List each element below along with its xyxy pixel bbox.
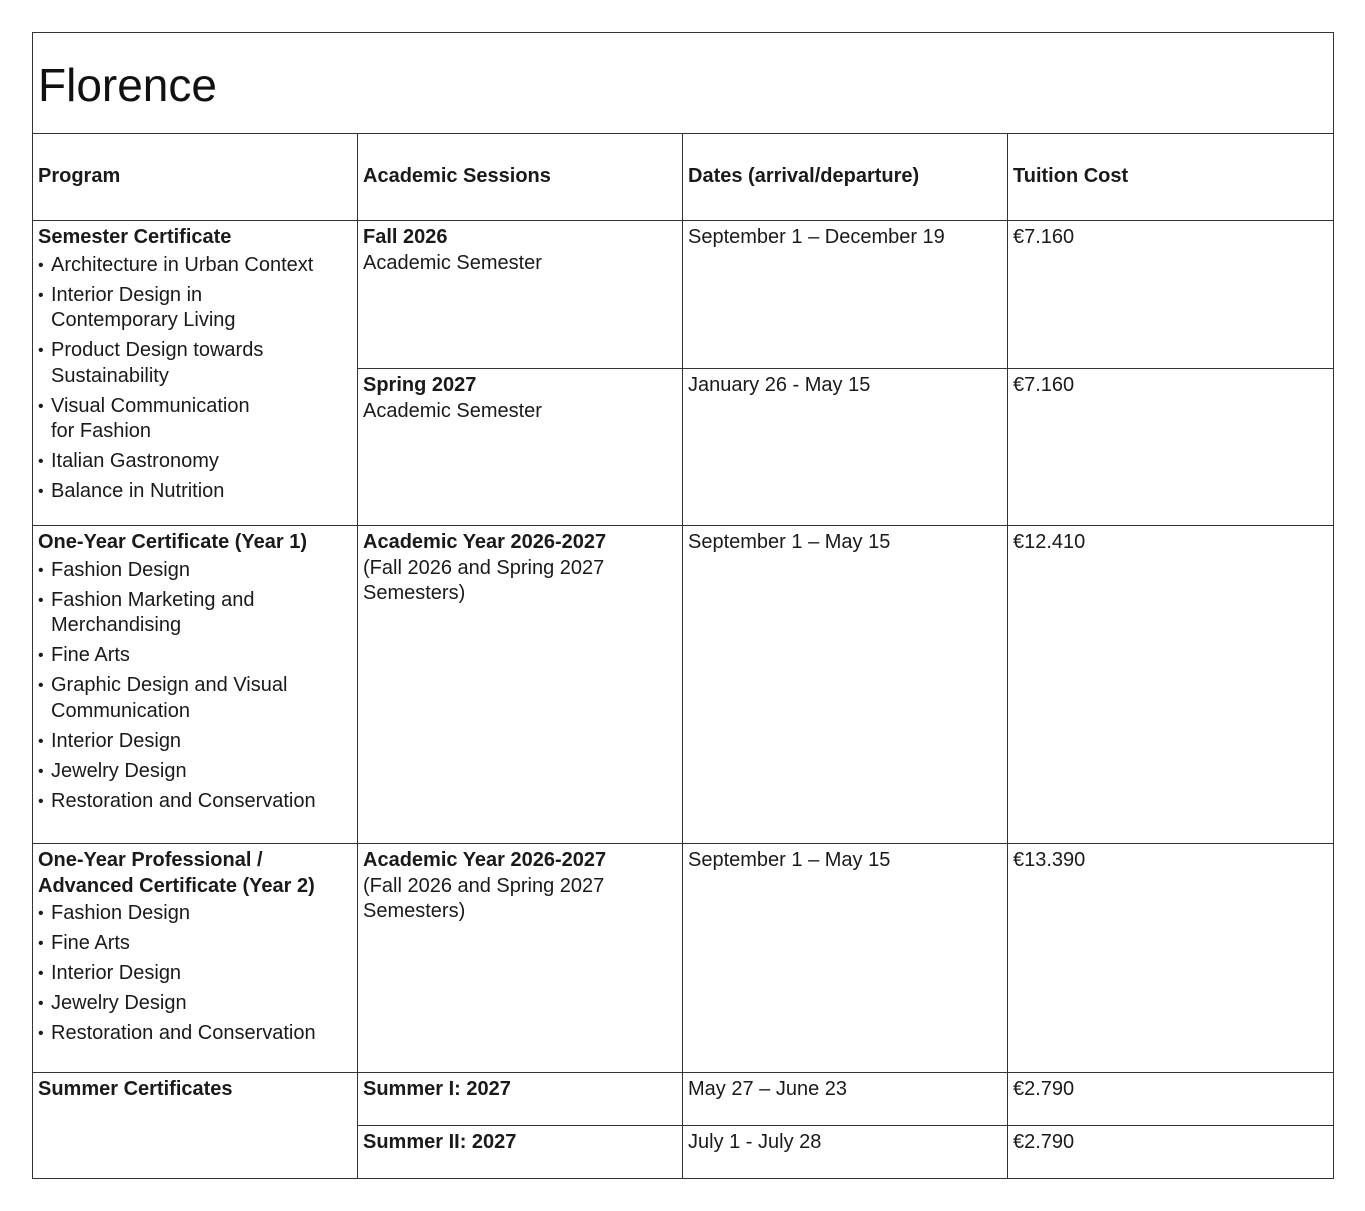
list-item: • Jewelry Design [38, 759, 352, 785]
list-item: • Fine Arts [38, 931, 352, 957]
program-list [38, 558, 352, 815]
list-item: • Product Design towards Sustainability [38, 338, 296, 389]
session-subtitle: (Fall 2026 and Spring 2027 Semesters) [363, 556, 605, 604]
program-title: Semester Certificate [38, 226, 232, 248]
program-title: Summer Certificates [38, 1078, 233, 1100]
header-program: Program [33, 134, 358, 221]
list-item: • Architecture in Urban Context [38, 253, 352, 279]
tuition-cell: €13.390 [1008, 844, 1334, 1073]
dates-cell: September 1 – May 15 [683, 526, 1008, 844]
list-item: • Interior Design [38, 729, 352, 755]
session-cell [358, 221, 683, 369]
program-title: One-Year Professional / Advanced Certificate (Year 2) [38, 849, 315, 897]
dates-cell: May 27 – June 23 [683, 1073, 1008, 1126]
page-title: Florence [38, 59, 217, 111]
dates-cell: January 26 - May 15 [683, 369, 1008, 526]
list-item: • Interior Design in Contemporary Living [38, 283, 251, 334]
header-dates: Dates (arrival/departure) [683, 134, 1008, 221]
dates-cell: September 1 – December 19 [683, 221, 1008, 369]
program-list [38, 253, 352, 505]
session-title: Summer I: 2027 [363, 1078, 511, 1100]
session-title: Fall 2026 [363, 226, 448, 248]
list-item: • Fashion Design [38, 558, 352, 584]
table-row-year2 [33, 844, 1334, 1073]
list-item: • Italian Gastronomy [38, 449, 352, 475]
session-title: Academic Year 2026-2027 [363, 531, 607, 553]
tuition-cell: €7.160 [1008, 221, 1334, 369]
list-item: • Graphic Design and Visual Communication [38, 673, 291, 724]
list-item: • Visual Communication for Fashion [38, 394, 276, 445]
list-item: • Balance in Nutrition [38, 479, 352, 505]
program-list [38, 901, 352, 1047]
session-subtitle: (Fall 2026 and Spring 2027 Semesters) [363, 874, 605, 922]
dates-cell: July 1 - July 28 [683, 1126, 1008, 1179]
tuition-cell: €2.790 [1008, 1073, 1334, 1126]
tuition-cell: €2.790 [1008, 1126, 1334, 1179]
session-cell [358, 1126, 683, 1179]
program-cell-year2 [33, 844, 358, 1073]
list-item: • Restoration and Conservation [38, 789, 352, 815]
session-subtitle: Academic Semester [363, 399, 542, 422]
header-sessions: Academic Sessions [358, 134, 683, 221]
program-cell-summer [33, 1073, 358, 1179]
florence-program-table [32, 32, 1334, 1179]
session-cell [358, 369, 683, 526]
session-cell [358, 1073, 683, 1126]
tuition-cell: €12.410 [1008, 526, 1334, 844]
list-item: • Fashion Design [38, 901, 352, 927]
table-row-year1 [33, 526, 1334, 844]
session-cell [358, 526, 683, 844]
list-item: • Restoration and Conservation [38, 1021, 352, 1047]
list-item: • Interior Design [38, 961, 352, 987]
title-row [33, 33, 1334, 134]
table-row-semester-fall [33, 221, 1334, 369]
header-row [33, 134, 1334, 221]
list-item: • Fashion Marketing and Merchandising [38, 588, 291, 639]
session-title: Academic Year 2026-2027 [363, 849, 607, 871]
session-cell [358, 844, 683, 1073]
table-row-summer1 [33, 1073, 1334, 1126]
title-cell [33, 33, 1334, 134]
list-item: • Jewelry Design [38, 991, 352, 1017]
program-cell-year1 [33, 526, 358, 844]
list-item: • Fine Arts [38, 643, 352, 669]
session-subtitle: Academic Semester [363, 251, 542, 274]
program-title: One-Year Certificate (Year 1) [38, 531, 308, 553]
header-tuition: Tuition Cost [1008, 134, 1334, 221]
session-title: Summer II: 2027 [363, 1131, 517, 1153]
dates-cell: September 1 – May 15 [683, 844, 1008, 1073]
tuition-cell: €7.160 [1008, 369, 1334, 526]
session-title: Spring 2027 [363, 374, 477, 396]
program-cell-semester [33, 221, 358, 526]
florence-program-table-wrapper [32, 32, 1333, 1179]
